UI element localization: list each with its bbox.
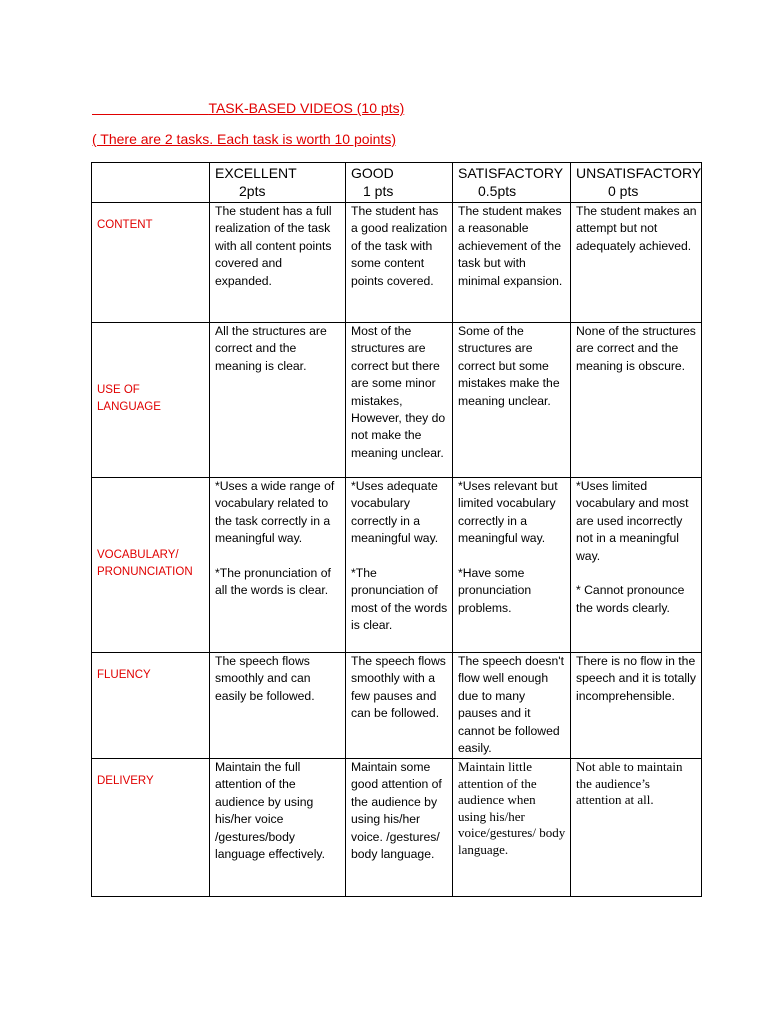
document-title xyxy=(92,100,404,116)
language-excellent-cell: All the structures are correct and the meaning is clear. xyxy=(210,323,346,478)
criterion-content: CONTENT xyxy=(92,203,210,323)
header-good xyxy=(346,163,453,203)
language-good-cell: Most of the structures are correct but there are some minor mistakes, However, they do not make the meaning unclear. xyxy=(346,323,453,478)
header-label: EXCELLENT xyxy=(215,165,297,181)
document-subtitle: ( There are 2 tasks. Each task is worth 10 points) xyxy=(92,131,396,147)
title-text: TASK-BASED VIDEOS (10 pts) xyxy=(208,100,405,116)
header-label: GOOD xyxy=(351,165,394,181)
vocab-good-cell: *Uses adequate vocabulary correctly in a meaningful way. *The pronunciation of most of the words is clear. xyxy=(346,478,453,653)
delivery-unsatisfactory-cell: Not able to maintain the audience’s attention at all. xyxy=(571,759,702,897)
delivery-satisfactory-cell: Maintain little attention of the audience when using his/her voice/gestures/ body language. xyxy=(453,759,571,897)
delivery-good-cell: Maintain some good attention of the audience by using his/her voice. /gestures/ body language. xyxy=(346,759,453,897)
header-points: 2pts xyxy=(239,183,266,199)
fluency-satisfactory-cell: The speech doesn't flow well enough due to many pauses and it cannot be followed easily. xyxy=(453,653,571,759)
rubric-row-use-of-language xyxy=(92,323,702,478)
content-satisfactory-cell: The student makes a reasonable achievement of the task but with minimal expansion. xyxy=(453,203,571,323)
title-underline-prefix xyxy=(92,100,208,116)
fluency-unsatisfactory-cell: There is no flow in the speech and it is totally incomprehensible. xyxy=(571,653,702,759)
delivery-excellent-cell: Maintain the full attention of the audience by using his/her voice /gestures/body language effectively. xyxy=(210,759,346,897)
content-good-cell: The student has a good realization of the task with some content points covered. xyxy=(346,203,453,323)
header-label: UNSATISFACTORY xyxy=(576,165,702,181)
content-unsatisfactory-cell: The student makes an attempt but not adequately achieved. xyxy=(571,203,702,323)
header-points: 0 pts xyxy=(608,183,639,199)
rubric-header-row xyxy=(92,163,702,203)
rubric-row-fluency xyxy=(92,653,702,759)
header-unsatisfactory xyxy=(571,163,702,203)
language-unsatisfactory-cell: None of the structures are correct and the meaning is obscure. xyxy=(571,323,702,478)
vocab-satisfactory-cell: *Uses relevant but limited vocabulary correctly in a meaningful way. *Have some pronunciation problems. xyxy=(453,478,571,653)
criterion-fluency: FLUENCY xyxy=(92,653,210,759)
header-corner-cell xyxy=(92,163,210,203)
fluency-excellent-cell: The speech flows smoothly and can easily be followed. xyxy=(210,653,346,759)
fluency-good-cell: The speech flows smoothly with a few pauses and can be followed. xyxy=(346,653,453,759)
criterion-vocabulary-pronunciation: VOCABULARY/ PRONUNCIATION xyxy=(92,478,210,653)
rubric-row-content xyxy=(92,203,702,323)
content-excellent-cell: The student has a full realization of the task with all content points covered and expanded. xyxy=(210,203,346,323)
rubric-table xyxy=(91,162,702,897)
rubric-row-vocabulary-pronunciation xyxy=(92,478,702,653)
vocab-excellent-cell: *Uses a wide range of vocabulary related to the task correctly in a meaningful way. *The pronunciation of all the words is clear. xyxy=(210,478,346,653)
rubric-row-delivery xyxy=(92,759,702,897)
header-satisfactory xyxy=(453,163,571,203)
header-points: 1 pts xyxy=(363,183,394,199)
criterion-use-of-language: USE OF LANGUAGE xyxy=(92,323,210,478)
header-excellent xyxy=(210,163,346,203)
header-label: SATISFACTORY xyxy=(458,165,564,181)
header-points: 0.5pts xyxy=(478,183,517,199)
criterion-delivery: DELIVERY xyxy=(92,759,210,897)
language-satisfactory-cell: Some of the structures are correct but some mistakes make the meaning unclear. xyxy=(453,323,571,478)
vocab-unsatisfactory-cell: *Uses limited vocabulary and most are used incorrectly not in a meaningful way. * Cannot pronounce the words clearly. xyxy=(571,478,702,653)
